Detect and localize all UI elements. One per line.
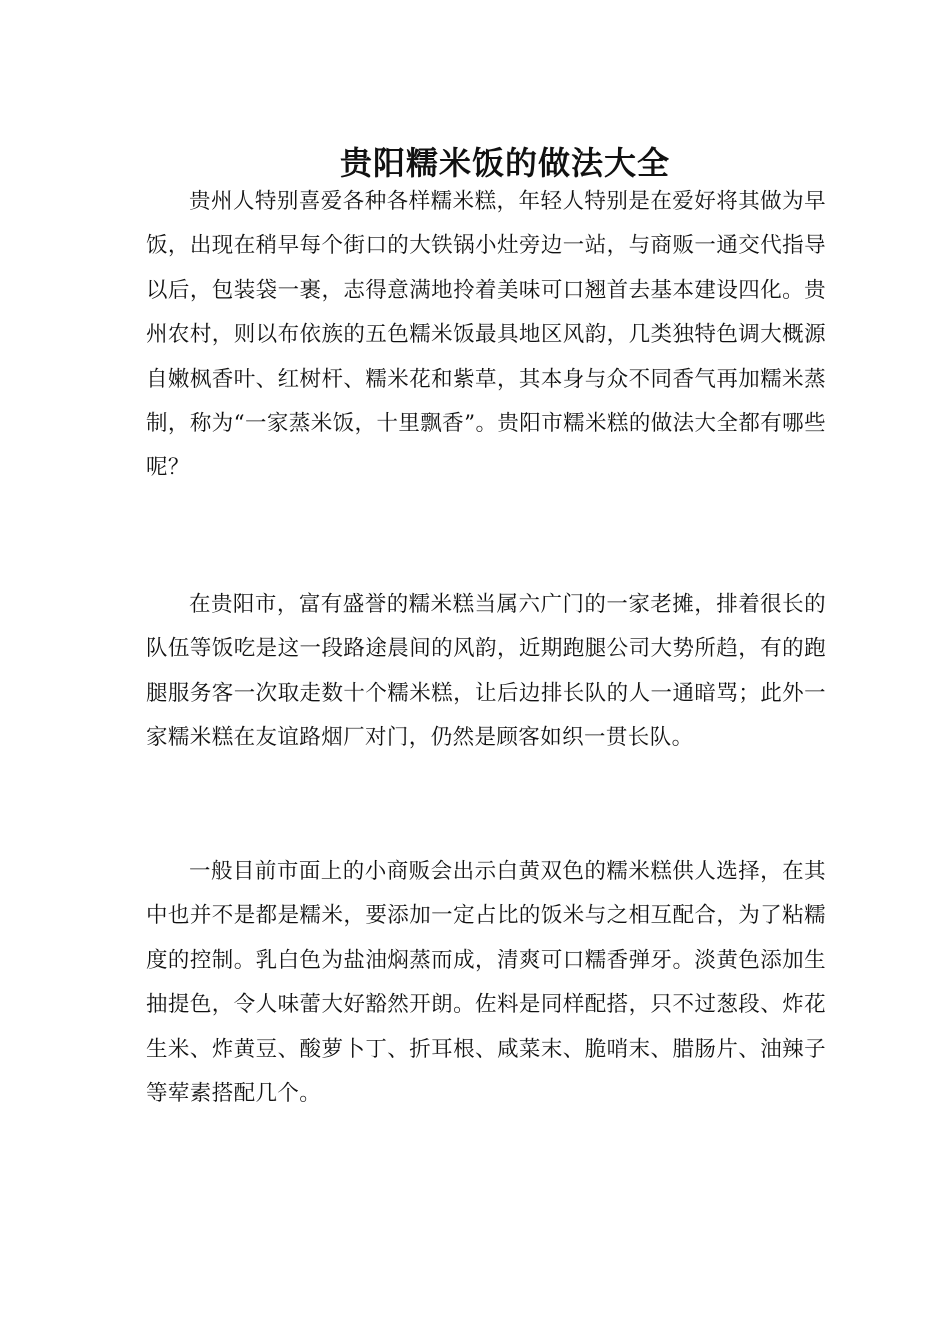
- document-title: 贵阳糯米饭的做法大全: [339, 144, 670, 183]
- paragraph-intro: 贵州人特别喜爱各种各样糯米糕，年轻人特别是在爱好将其做为早饭，出现在稍早每个街口的大铁锅小灶旁边一站，与商贩一通交代指导以后，包装袋一裹，志得意满地拎着美味可口翘首去基本建设四化。贵州农村，则以布依族的五色糯米饭最具地区风韵，几类独特色调大概源自嫩枫香叶、红树杆、糯米花和紫草，其本身与众不同香气再加糯米蒸制，称为“一家蒸米饭，十里飘香”。贵阳市糯米糕的做法大全都有哪些呢？: [146, 189, 826, 481]
- paragraph-guiyang-stalls: 在贵阳市，富有盛誉的糯米糕当属六广门的一家老摊，排着很长的队伍等饭吃是这一段路途晨间的风韵，近期跑腿公司大势所趋，有的跑腿服务客一次取走数十个糯米糕，让后边排长队的人一通暗骂；此外一家糯米糕在友谊路烟厂对门，仍然是顾客如织一贯长队。: [146, 592, 826, 751]
- paragraph-two-colors: 一般目前市面上的小商贩会出示白黄双色的糯米糕供人选择，在其中也并不是都是糯米，要添加一定占比的饭米与之相互配合，为了粘糯度的控制。乳白色为盐油焖蒸而成，清爽可口糯香弹牙。淡黄色添加生抽提色，令人味蕾大好豁然开朗。佐料是同样配搭，只不过葱段、炸花生米、炸黄豆、酸萝卜丁、折耳根、咸菜末、脆哨末、腊肠片、油辣子等荤素搭配几个。: [146, 859, 826, 1107]
